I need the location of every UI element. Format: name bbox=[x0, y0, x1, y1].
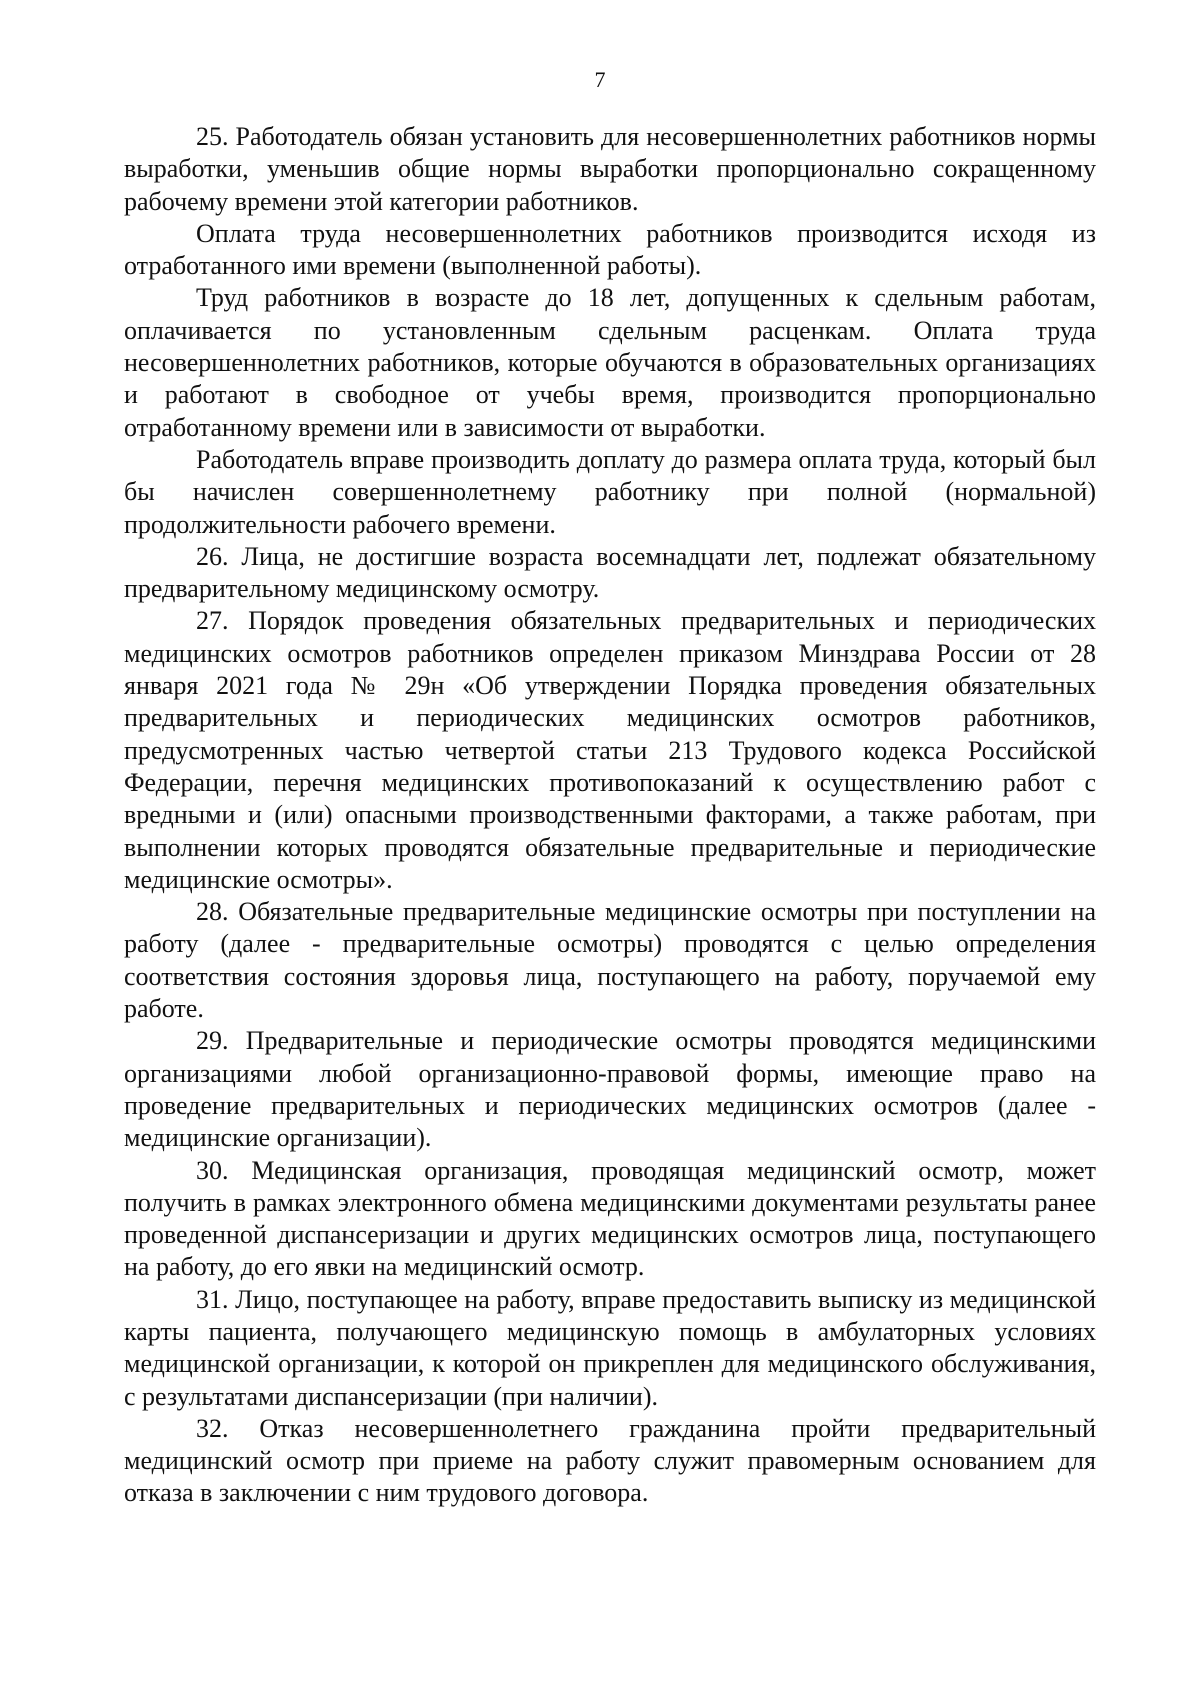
paragraph-25: 25. Работодатель обязан установить для несовершеннолетних работников нормы выработки, уменьшив общие нормы выработки пропорционально сокращенному рабочему времени этой категории работников. bbox=[124, 122, 1096, 216]
paragraph-piecework: Труд работников в возрасте до 18 лет, допущенных к сдельным работам, оплачивается по установленным сдельным расценкам. Оплата труда несовершеннолетних работников, которые обучаются в образовательных организациях и работают в свободное от учебы время, производится пропорционально отработанному времени или в зависимости от выработки. bbox=[124, 283, 1096, 442]
paragraph-31: 31. Лицо, поступающее на работу, вправе предоставить выписку из медицинской карты пациента, получающего медицинскую помощь в амбулаторных условиях медицинской организации, к которой он прикреплен для медицинского обслуживания, с результатами диспансеризации (при наличии). bbox=[124, 1284, 1096, 1411]
paragraph-26: 26. Лица, не достигшие возраста восемнадцати лет, подлежат обязательному предварительному медицинскому осмотру. bbox=[124, 541, 1096, 604]
paragraph-32: 32. Отказ несовершеннолетнего гражданина пройти предварительный медицинский осмотр при приеме на работу служит правомерным основанием для отказа в заключении с ним трудового договора. bbox=[124, 1413, 1096, 1508]
paragraph-wage-payment: Оплата труда несовершеннолетних работников производится исходя из отработанного ими времени (выполненной работы). bbox=[124, 218, 1096, 281]
document-body bbox=[124, 121, 1096, 1510]
paragraph-additional-pay: Работодатель вправе производить доплату до размера оплата труда, который был бы начислен совершеннолетнему работнику при полной (нормальной) продолжительности рабочего времени. bbox=[124, 444, 1096, 539]
page-number: 7 bbox=[594, 67, 606, 92]
paragraph-27: 27. Порядок проведения обязательных предварительных и периодических медицинских осмотров работников определен приказом Минздрава России от 28 января 2021 года № 29н «Об утверждении Порядка проведения обязательных предварительных и периодических медицинских осмотров работников, предусмотренных частью четвертой статьи 213 Трудового кодекса Российской Федерации, перечня медицинских противопоказаний к осуществлению работ с вредными и (или) опасными производственными факторами, а также работам, при выполнении которых проводятся обязательные предварительные и периодические медицинские осмотры». bbox=[124, 606, 1096, 894]
paragraph-28: 28. Обязательные предварительные медицинские осмотры при поступлении на работу (далее - предварительные осмотры) проводятся с целью определения соответствия состояния здоровья лица, поступающего на работу, поручаемой ему работе. bbox=[124, 897, 1096, 1024]
paragraph-29: 29. Предварительные и периодические осмотры проводятся медицинскими организациями любой организационно-правовой формы, имеющие право на проведение предварительных и периодических медицинских осмотров (далее - медицинские организации). bbox=[124, 1026, 1096, 1153]
paragraph-30: 30. Медицинская организация, проводящая медицинский осмотр, может получить в рамках электронного обмена медицинскими документами результаты ранее проведенной диспансеризации и других медицинских осмотров лица, поступающего на работу, до его явки на медицинский осмотр. bbox=[124, 1155, 1096, 1282]
